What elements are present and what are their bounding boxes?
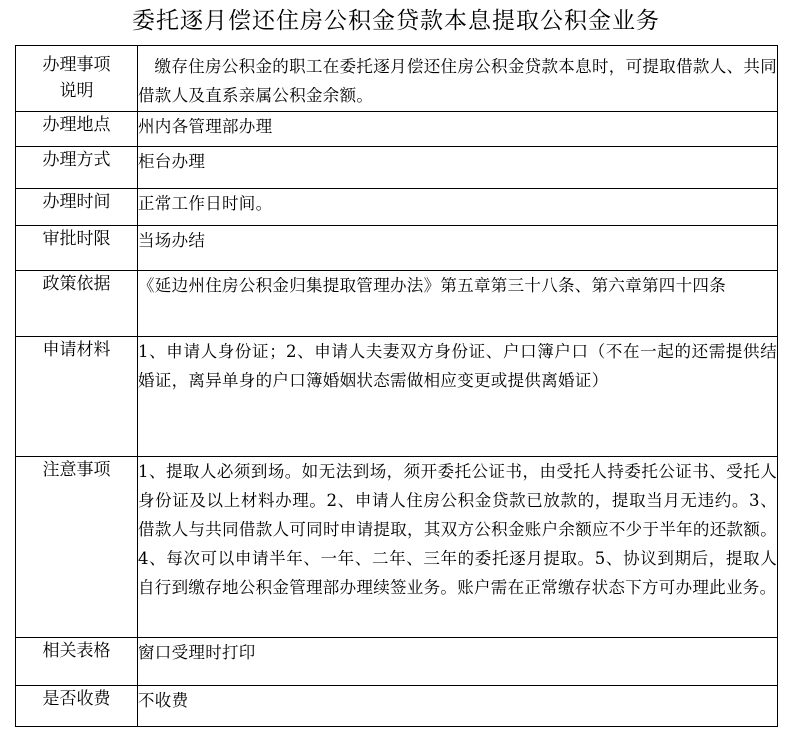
- table-row: [16, 226, 778, 271]
- row-label-policy: 政策依据: [16, 271, 138, 337]
- document-title: 委托逐月偿还住房公积金贷款本息提取公积金业务: [132, 8, 660, 34]
- row-value-fee: 不收费: [138, 686, 778, 727]
- table-row: [16, 46, 778, 112]
- row-value-location: 州内各管理部办理: [138, 112, 778, 147]
- business-info-table: [15, 45, 778, 727]
- row-value-description: 缴存住房公积金的职工在委托逐月偿还住房公积金贷款本息时，可提取借款人、共同借款人及直系亲属公积金余额。: [138, 46, 778, 112]
- table-row: [16, 337, 778, 457]
- row-value-method: 柜台办理: [138, 147, 778, 189]
- table-row: [16, 112, 778, 147]
- row-label-notes: 注意事项: [16, 457, 138, 638]
- row-value-materials: 1、申请人身份证；2、申请人夫妻双方身份证、户口簿户口（不在一起的还需提供结婚证，离异单身的户口簿婚姻状态需做相应变更或提供离婚证）: [138, 337, 778, 457]
- table-row: [16, 189, 778, 226]
- row-value-time-limit: 当场办结: [138, 226, 778, 271]
- table-row: [16, 271, 778, 337]
- row-value-notes: 1、提取人必须到场。如无法到场，须开委托公证书，由受托人持委托公证书、受托人身份证及以上材料办理。2、申请人住房公积金贷款已放款的，提取当月无违约。3、借款人与共同借款人可同时申请提取，其双方公积金账户余额应不少于半年的还款额。4、每次可以申请半年、一年、二年、三年的委托逐月提取。5、协议到期后，提取人自行到缴存地公积金管理部办理续签业务。账户需在正常缴存状态下方可办理此业务。: [138, 457, 778, 638]
- table-row: [16, 638, 778, 686]
- row-label-forms: 相关表格: [16, 638, 138, 686]
- row-label-line: 办理事项: [42, 55, 111, 75]
- row-value-hours: 正常工作日时间。: [138, 189, 778, 226]
- row-label-description: [16, 46, 138, 112]
- table-row: [16, 457, 778, 638]
- row-label-fee: 是否收费: [16, 686, 138, 727]
- row-label-location: 办理地点: [16, 112, 138, 147]
- row-label-method: 办理方式: [16, 147, 138, 189]
- table-row: [16, 686, 778, 727]
- row-label-time-limit: 审批时限: [16, 226, 138, 271]
- row-label-materials: 申请材料: [16, 337, 138, 457]
- row-value-forms: 窗口受理时打印: [138, 638, 778, 686]
- row-label-line: 说明: [59, 81, 94, 101]
- row-value-policy: 《延边州住房公积金归集提取管理办法》第五章第三十八条、第六章第四十四条: [138, 271, 778, 337]
- row-label-hours: 办理时间: [16, 189, 138, 226]
- table-row: [16, 147, 778, 189]
